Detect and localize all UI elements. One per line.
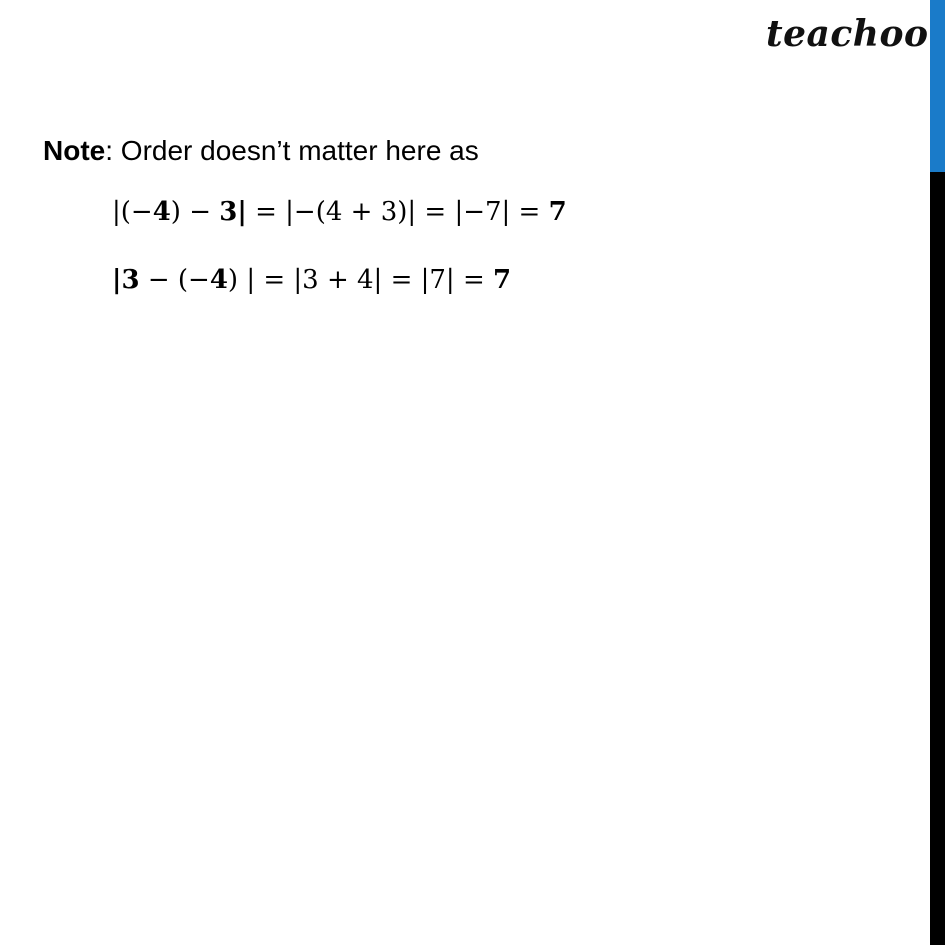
eq2-close: ) | bbox=[227, 265, 256, 295]
note-label: Note bbox=[43, 135, 106, 166]
eq1-close: | bbox=[237, 197, 247, 227]
eq1-bold-b: 3 bbox=[219, 197, 238, 227]
eq2-lhs-open: | bbox=[112, 265, 122, 295]
teachoo-logo: teachoo bbox=[766, 13, 929, 55]
eq2-bold-b: 4 bbox=[209, 265, 228, 295]
note-text: : Order doesn’t matter here as bbox=[105, 135, 479, 166]
eq2-bold-a: 3 bbox=[121, 265, 140, 295]
eq2-mid: − (− bbox=[139, 265, 210, 295]
eq1-result: 7 bbox=[548, 197, 567, 227]
eq1-mid: ) − bbox=[170, 197, 220, 227]
eq1-lhs-open: |(− bbox=[112, 197, 153, 227]
equation-1 bbox=[112, 197, 567, 228]
side-bar-accent bbox=[930, 0, 945, 172]
eq1-bold-a: 4 bbox=[152, 197, 171, 227]
eq1-rest: = |−(4 + 3)| = |−7| = bbox=[246, 197, 549, 227]
note-line bbox=[43, 134, 479, 168]
eq2-rest: = |3 + 4| = |7| = bbox=[255, 265, 494, 295]
equation-2 bbox=[112, 265, 511, 296]
eq2-result: 7 bbox=[493, 265, 512, 295]
